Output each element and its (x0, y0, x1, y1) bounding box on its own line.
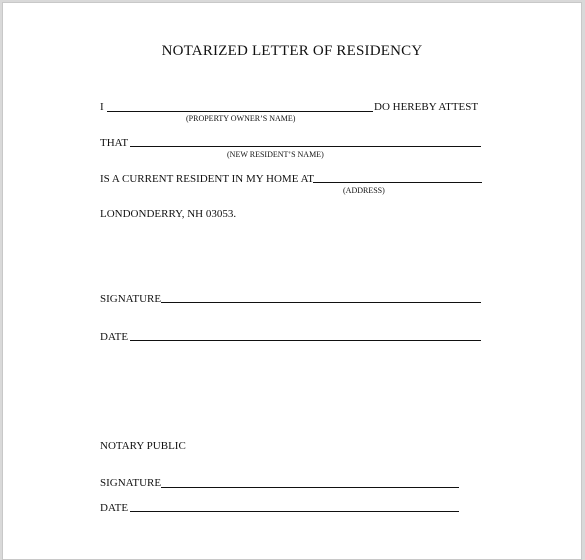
line1-prefix: I (100, 101, 104, 113)
owner-date-label: DATE (100, 331, 129, 343)
new-resident-name-caption: (NEW RESIDENT’S NAME) (227, 150, 324, 159)
new-resident-name-field[interactable] (130, 146, 481, 147)
property-owner-name-field[interactable] (107, 111, 373, 112)
address-field[interactable] (313, 182, 482, 183)
notary-date-label: DATE (100, 502, 129, 514)
notary-signature-field[interactable] (161, 487, 459, 488)
line2-prefix: THAT (100, 137, 129, 149)
notary-signature-label: SIGNATURE (100, 477, 162, 489)
owner-signature-label: SIGNATURE (100, 293, 162, 305)
line3-prefix: IS A CURRENT RESIDENT IN MY HOME AT (100, 173, 315, 185)
line1-suffix: DO HEREBY ATTEST (374, 101, 479, 113)
city-line: LONDONDERRY, NH 03053. (100, 208, 237, 220)
notary-heading: NOTARY PUBLIC (100, 440, 186, 452)
owner-signature-field[interactable] (161, 302, 481, 303)
document-title: NOTARIZED LETTER OF RESIDENCY (161, 43, 423, 59)
address-caption: (ADDRESS) (343, 186, 385, 195)
notary-date-field[interactable] (130, 511, 459, 512)
document-page (2, 2, 582, 560)
property-owner-name-caption: (PROPERTY OWNER’S NAME) (186, 114, 296, 123)
owner-date-field[interactable] (130, 340, 481, 341)
